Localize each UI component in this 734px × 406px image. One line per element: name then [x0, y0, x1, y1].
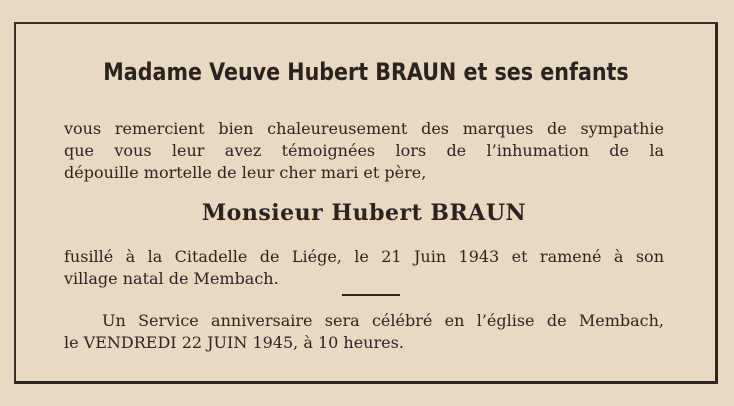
- deceased-name: Monsieur Hubert BRAUN: [201, 200, 527, 226]
- card-heading: Madame Veuve Hubert BRAUN et ses enfants: [103, 58, 629, 86]
- circumstances-line-1: fusillé à la Citadelle de Liége, le 21 Juin 1943 et ramené à son: [64, 247, 664, 266]
- service-paragraph: [64, 310, 664, 354]
- service-line-2: le VENDREDI 22 JUIN 1945, à 10 heures.: [64, 333, 404, 352]
- circumstances-paragraph: [64, 246, 664, 290]
- thanks-paragraph: [64, 118, 664, 184]
- thanks-line-2: que vous leur avez témoignées lors de l’inhumation de la: [64, 141, 664, 160]
- service-line-1: Un Service anniversaire sera célébré en l’église de Membach,: [102, 311, 664, 330]
- thanks-line-3: dépouille mortelle de leur cher mari et père,: [64, 163, 427, 182]
- thanks-line-1: vous remercient bien chaleureusement des marques de sympathie: [64, 119, 664, 138]
- section-divider: [342, 294, 400, 296]
- circumstances-line-2: village natal de Membach.: [64, 269, 279, 288]
